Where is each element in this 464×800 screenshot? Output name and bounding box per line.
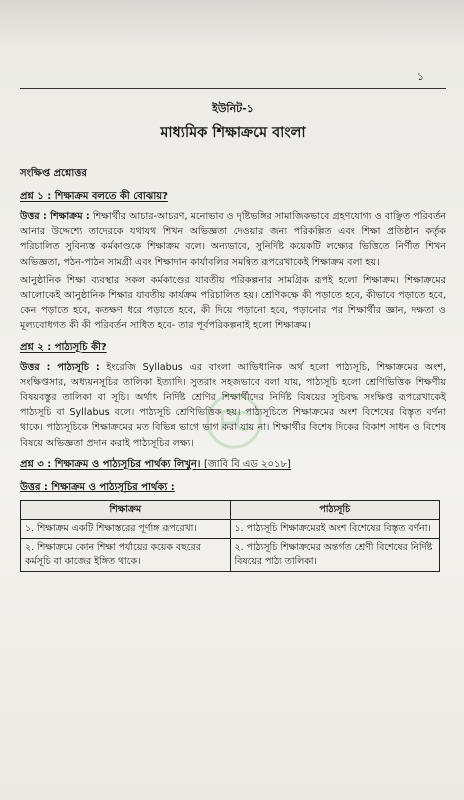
- table-header-curriculum: শিক্ষাক্রম: [21, 500, 231, 519]
- question-3-reference: [জাবি বি এড ২০১৮]: [203, 458, 291, 470]
- section-title: সংক্ষিপ্ত প্রশ্নোত্তর: [20, 168, 87, 179]
- page-number: ১: [416, 70, 424, 83]
- answer-2: [20, 360, 446, 451]
- answer-1: [20, 209, 446, 270]
- answer-1-paragraph-2: আনুষ্ঠানিক শিক্ষা ব্যবস্থার সকল কর্মকাণ্ডের যাবতীয় পরিকল্পনার সামগ্রিক রূপই হলো শিক্ষাক্রম। শিক্ষাক্রমের আলোকেই আনুষ্ঠানিক শিক্ষার যাবতীয় কার্যক্রম পরিচালিত হয়। শ্রেণিকক্ষে কী পড়াতে হবে, কীভাবে পড়াতে হবে, কেন পড়াতে হবে, কতক্ষণ ধরে পড়াতে হবে, কী দিয়ে পড়ানো হবে, পড়ানোর পর শিক্ষার্থীর জ্ঞান, দক্ষতা ও মূল্যবোধগত কী কী পরিবর্তন সাধিত হবে- তার পূর্বপরিকল্পনাই হলো শিক্ষাক্রম।: [20, 274, 446, 332]
- answer-2-label: উত্তর : পাঠ্যসূচি :: [20, 361, 100, 373]
- header-rule: [20, 88, 446, 89]
- answer-1-text: শিক্ষার্থীর আচার-আচরণ, মনোভাব ও দৃষ্টিভঙ্গির সামাজিকভাবে গ্রহণযোগ্য ও বাঞ্ছিত পরিবর্তন আনার উদ্দেশ্যে তাদেরকে যথাযথ শিখন অভিজ্ঞতা দেওয়ার জন্য পরিকল্পিত এবং শিক্ষা প্রতিষ্ঠান কর্তৃক পরিচালিত সুবিন্যস্ত কর্মকাণ্ডকে শিক্ষাক্রম বলে। অন্যভাবে, সুনির্দিষ্ট কয়েকটি লক্ষ্যের ভিত্তিতে নির্ণীত শিখন অভিজ্ঞতা, পঠন-পাঠন সামগ্রী এবং শিক্ষাদান কার্যাবলির সমন্বিত রূপরেখাকেই শিক্ষাক্রম বলা হয়।: [20, 211, 446, 268]
- table-cell: ১. পাঠ্যসূচি শিক্ষাক্রমেরই অংশ বিশেষের বিস্তৃত বর্ণনা।: [230, 519, 440, 538]
- table-row: [21, 538, 440, 571]
- question-3: [20, 457, 446, 474]
- table-row: [21, 519, 440, 538]
- comparison-table-title: উত্তর : শিক্ষাক্রম ও পাঠ্যসূচির পার্থক্য :: [20, 481, 175, 493]
- answer-2-text: ইংরেজি Syllabus এর বাংলা আভিধানিক অর্থ হলো পাঠ্যসূচি, শিক্ষাক্রমের অংশ, সংক্ষিপ্তসার, অধ্যয়নসূচির তালিকা ইত্যাদি। সুতরাং সহজভাবে বলা যায়, পাঠ্যসূচি হলো শ্রেণিভিত্তিক শিক্ষণীয় বিষয়বস্তুর তালিকা বা সূচি। অর্থাৎ নির্দিষ্ট শ্রেণির শিক্ষার্থীদের নির্দিষ্ট বিষয়ের সূচিবদ্ধ সংক্ষিপ্ত রূপরেখাকেই পাঠ্যসূচি বা Syllabus বলে। পাঠ্যসূচি শ্রেণিভিত্তিক হয়। পাঠ্যসূচিতে শিক্ষাক্রমের অংশ বিশেষের বিস্তৃত বর্ণনা থাকে। পাঠ্যসূচিকে শিক্ষাক্রমের মত বিভিন্ন ভাগে ভাগ করা যায় না। শিক্ষার্থীর বিশেষ দিকের বিকাশ সাধন ও বিশেষ বিষয়ে অভিজ্ঞতা প্রদান করাই পাঠ্যসূচির লক্ষ্য।: [20, 361, 446, 449]
- chapter-title: মাধ্যমিক শিক্ষাক্রমে বাংলা: [160, 125, 306, 141]
- table-header-row: [21, 500, 440, 519]
- table-cell: ২. পাঠ্যসূচি শিক্ষাক্রমের অন্তর্গত শ্রেণী বিশেষের নির্দিষ্ট বিষয়ের পাঠ্য তালিকা।: [230, 538, 440, 571]
- table-cell: ২. শিক্ষাক্রমে কোন শিক্ষা পর্যায়ের কয়েক বছরের কর্মসূচি বা কাজের ইঙ্গিত থাকে।: [21, 538, 231, 571]
- answer-1-label: উত্তর : শিক্ষাক্রম :: [20, 211, 90, 222]
- comparison-table: [20, 500, 440, 572]
- unit-label: ইউনিট-১: [212, 102, 254, 115]
- table-cell: ১. শিক্ষাক্রম একটি শিক্ষাস্তরের পূর্ণাঙ্গ রূপরেখা।: [21, 519, 231, 538]
- question-2: প্রশ্ন ২ : পাঠ্যসূচি কী?: [20, 341, 107, 353]
- table-header-syllabus: পাঠ্যসূচি: [230, 500, 440, 519]
- question-3-text: প্রশ্ন ৩ : শিক্ষাক্রম ও পাঠ্যসূচির পার্থক্য লিখুন।: [20, 458, 201, 470]
- question-1: প্রশ্ন ১ : শিক্ষাক্রম বলতে কী বোঝায়?: [20, 191, 168, 202]
